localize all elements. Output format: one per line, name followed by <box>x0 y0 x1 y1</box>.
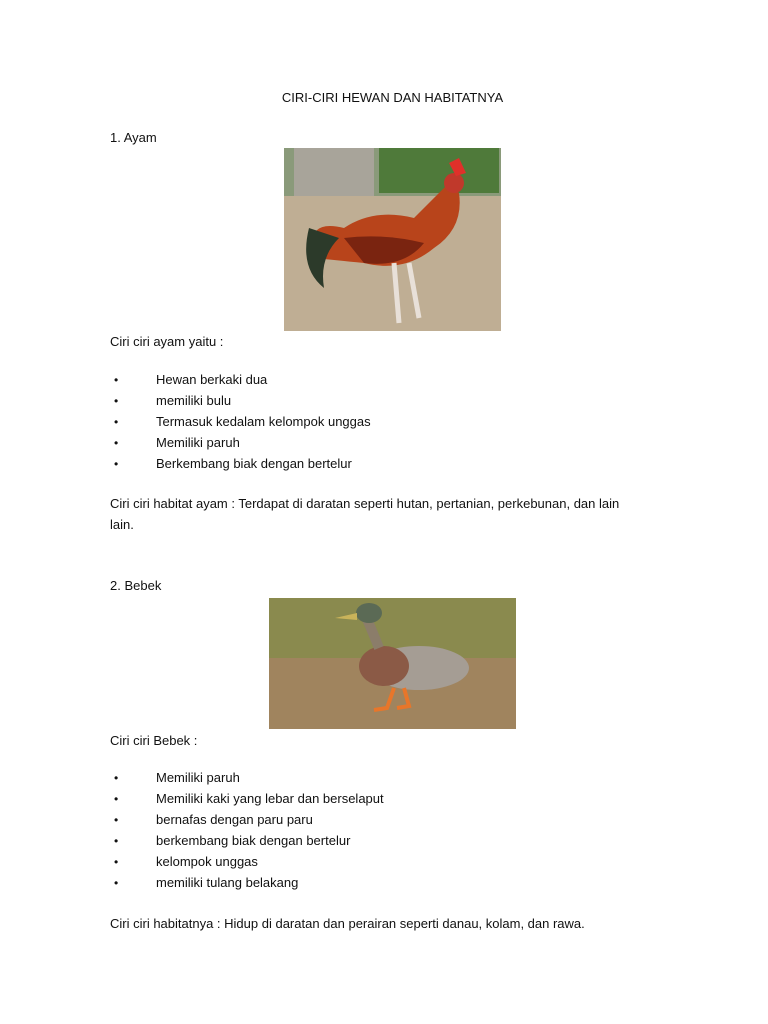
list-item: memiliki bulu <box>156 393 232 408</box>
section-heading-bebek: 2. Bebek <box>110 578 162 593</box>
list-item: Memiliki kaki yang lebar dan berselaput <box>156 791 384 806</box>
list-item: Memiliki paruh <box>156 770 240 785</box>
list-item: bernafas dengan paru paru <box>156 812 313 827</box>
list-item: Berkembang biak dengan bertelur <box>156 456 352 471</box>
duck-photo <box>269 598 516 729</box>
bullet: • <box>114 834 119 848</box>
section-intro-bebek: Ciri ciri Bebek : <box>110 733 198 748</box>
bullet: • <box>114 436 119 450</box>
rooster-photo <box>284 148 501 331</box>
list-item: kelompok unggas <box>156 854 258 869</box>
bullet: • <box>114 855 119 869</box>
section-heading-ayam: 1. Ayam <box>110 130 157 145</box>
habitat-ayam-line1: Ciri ciri habitat ayam : Terdapat di daratan seperti hutan, pertanian, perkebunan, dan lain <box>110 496 620 511</box>
list-item: Termasuk kedalam kelompok unggas <box>156 414 371 429</box>
list-item: Memiliki paruh <box>156 435 240 450</box>
list-item: berkembang biak dengan bertelur <box>156 833 351 848</box>
page-title: CIRI-CIRI HEWAN DAN HABITATNYA <box>281 90 504 105</box>
bullet: • <box>114 813 119 827</box>
bullet: • <box>114 771 119 785</box>
bullet: • <box>114 394 119 408</box>
habitat-ayam-line2: lain. <box>110 517 134 532</box>
bullet: • <box>114 373 119 387</box>
bullet: • <box>114 415 119 429</box>
bullet: • <box>114 876 119 890</box>
section-intro-ayam: Ciri ciri ayam yaitu : <box>110 334 224 349</box>
list-item: memiliki tulang belakang <box>156 875 299 890</box>
list-item: Hewan berkaki dua <box>156 372 268 387</box>
habitat-bebek: Ciri ciri habitatnya : Hidup di daratan dan perairan seperti danau, kolam, dan rawa. <box>110 916 585 931</box>
bullet: • <box>114 457 119 471</box>
bullet: • <box>114 792 119 806</box>
